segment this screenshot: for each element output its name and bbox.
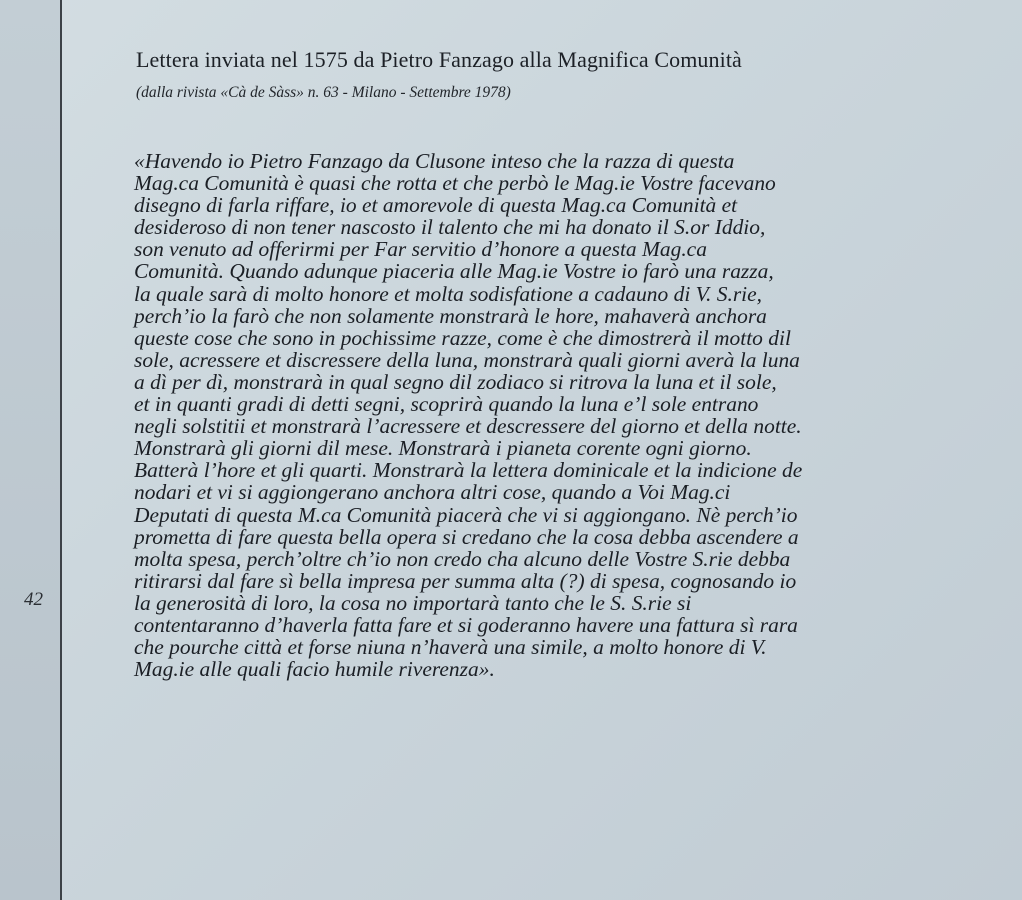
- letter-title: Lettera inviata nel 1575 da Pietro Fanzago alla Magnifica Comunità: [136, 47, 742, 72]
- letter-line: Monstrarà gli giorni dil mese. Monstrarà i pianeta corente ogni giorno.: [134, 436, 752, 461]
- letter-line: perch’io la farò che non solamente monstrarà le hore, mahaverà anchora: [134, 303, 767, 328]
- letter-line: et in quanti gradi di detti segni, scoprirà quando la luna e’l sole entrano: [134, 392, 759, 417]
- letter-line: Comunità. Quando adunque piaceria alle Mag.ie Vostre io farò una razza,: [134, 259, 774, 284]
- letter-line: queste cose che sono in pochissime razze, come è che dimostrerà il motto dil: [134, 325, 791, 350]
- letter-line: prometta di fare questa bella opera si credano che la cosa debba ascendere a: [134, 524, 799, 549]
- letter-line: ritirarsi dal fare sì bella impresa per summa alta (?) di spesa, cognosando io: [134, 568, 797, 593]
- letter-line: molta spesa, perch’oltre ch’io non credo cha alcuno delle Vostre S.rie debba: [134, 546, 791, 571]
- page-number: 42: [24, 589, 43, 610]
- letter-line: la quale sarà di molto honore et molta sodisfatione a cadauno di V. S.rie,: [134, 281, 763, 306]
- letter-line: Mag.ca Comunità è quasi che rotta et che perbò le Mag.ie Vostre facevano: [134, 171, 776, 196]
- letter-line: la generosità di loro, la cosa no importarà tanto che le S. S.rie si: [134, 590, 692, 615]
- letter-line: Batterà l’hore et gli quarti. Monstrarà la lettera dominicale et la indicione de: [134, 458, 803, 483]
- letter-line: «Havendo io Pietro Fanzago da Clusone inteso che la razza di questa: [134, 149, 735, 173]
- letter-body: [134, 150, 1014, 680]
- letter-line: Mag.ie alle quali facio humile riverenza».: [134, 657, 495, 682]
- letter-line: nodari et vi si aggiongerano anchora altri cose, quando a Voi Mag.ci: [134, 480, 731, 505]
- letter-source: (dalla rivista «Cà de Sàss» n. 63 - Milano - Settembre 1978): [136, 84, 511, 101]
- margin-rule: [60, 0, 62, 900]
- letter-line: che pourche città et forse niuna n’haverà una simile, a molto honore di V.: [134, 635, 767, 660]
- letter-line: a dì per dì, monstrarà in qual segno dil zodiaco si ritrova la luna et il sole,: [134, 369, 777, 394]
- letter-line: son venuto ad offerirmi per Far servitio d’honore a questa Mag.ca: [134, 237, 707, 262]
- letter-line: disegno di farla riffare, io et amorevole di questa Mag.ca Comunità et: [134, 193, 738, 218]
- letter-line: desideroso di non tener nascosto il talento che mi ha donato il S.or Iddio,: [134, 215, 766, 240]
- letter-line: sole, acressere et discressere della luna, monstrarà quali giorni averà la luna: [134, 347, 800, 372]
- letter-line: contentaranno d’haverla fatta fare et si goderanno havere una fattura sì rara: [134, 612, 798, 637]
- page-margin: [0, 0, 61, 900]
- letter-line: Deputati di questa M.ca Comunità piacerà che vi si aggiongano. Nè perch’io: [134, 502, 798, 527]
- letter-line: negli solstitii et monstrarà l’acressere et descressere del giorno et della notte.: [134, 414, 802, 439]
